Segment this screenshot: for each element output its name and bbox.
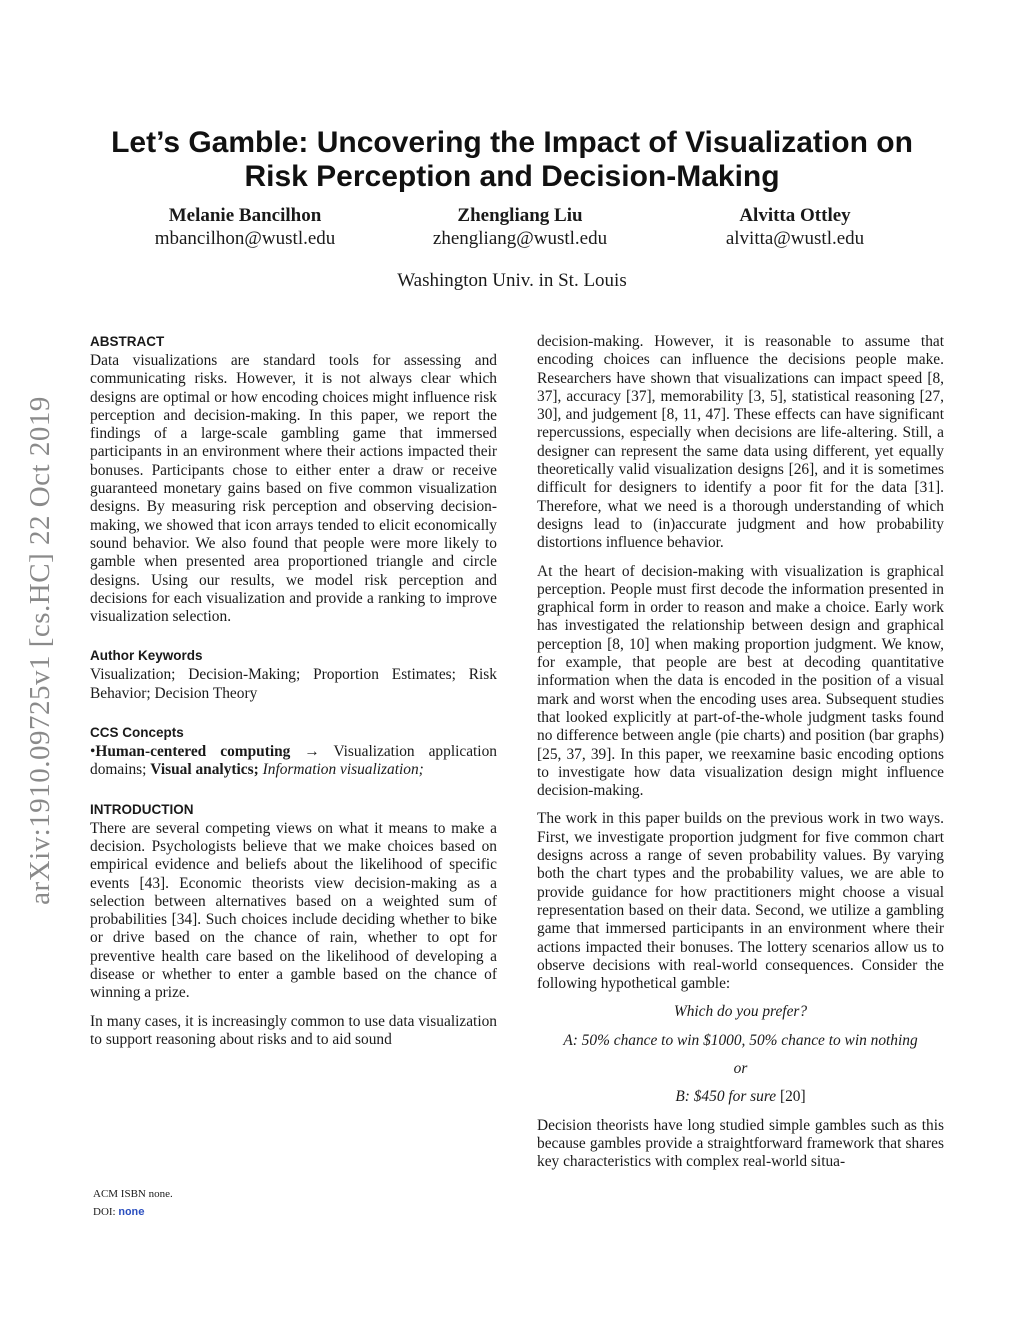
introduction-paragraph-1: There are several competing views on what it means to make a decision. Psychologists believe that we make choices based on empirical evidence and beliefs about the likelihood of specific events [43]. Economic theorists view decision-making as a selection between alternatives based on a weighted sum of probabilities [34]. Such choices include deciding whether to bike or drive based on the chance of rain, whether to opt for preventive health care based on the likelihood of developing a disease or whether to enter a gamble based on the chance of winning a prize. — [90, 819, 497, 1002]
body-paragraph-1: decision-making. However, it is reasonable to assume that encoding choices can influence the decisions people make. Researchers have shown that visualizations can impact speed [8, 37], accuracy [37], memorability [3, 5], statistical reasoning [27, 30], and judgement [8, 11, 47]. These effects can have significant repercussions, especially when decisions are life-altering. Still, a designer can represent the same data using different, yet equally theoretically valid visualization designs [26], and it is sometimes difficult for designers to identify a poor fit for the data [31]. Therefore, what we need is a thorough understanding of which designs lead to (in)accurate judgment and how probability distortions influence behavior. — [537, 333, 944, 552]
doi-label: DOI: — [93, 1206, 116, 1218]
doi-note — [93, 1203, 173, 1222]
introduction-heading: INTRODUCTION — [90, 801, 194, 817]
paper-title-line-2: Risk Perception and Decision-Making — [244, 160, 780, 193]
author-name: Zhengliang Liu — [457, 205, 583, 226]
gamble-citation: [20] — [779, 1088, 806, 1106]
body-paragraph-3: The work in this paper builds on the previous work in two ways. First, we investigate proportion judgment for five common chart designs across a range of seven probability values. By varying both the chart types and the probability values, we are able to provide guidance for how practitioners might choose a visual representation based on their data. Second, we utilize a gambling game that immersed participants in an environment where their actions impacted their bonuses. The lottery scenarios allow us to observe decisions with real-world consequences. Consider the following hypothetical gamble: — [537, 810, 944, 993]
author-name: Alvitta Ottley — [739, 205, 851, 226]
right-column — [537, 333, 944, 1181]
author-1 — [95, 205, 395, 251]
keywords-text: Visualization; Decision-Making; Proportion Estimates; Risk Behavior; Decision Theory — [90, 666, 497, 702]
ccs-term-vis-app: Visualization application domains; — [90, 743, 497, 779]
body-paragraph-4: Decision theorists have long studied simple gambles such as this because gambles provide a straightforward framework that shares key characteristics with complex real-world situa- — [537, 1116, 944, 1171]
arxiv-identifier-text: arXiv:1910.09725v1 [cs.HC] 22 Oct 2019 — [23, 395, 56, 905]
gamble-option-a: A: 50% chance to win $1000, 50% chance to win nothing — [563, 1031, 918, 1049]
ccs-text — [90, 743, 497, 780]
gamble-or: or — [733, 1059, 748, 1077]
introduction-paragraph-2: In many cases, it is increasingly common to use data visualization to support reasoning about risks and to aid sound — [90, 1012, 497, 1048]
affiliation: Washington Univ. in St. Louis — [397, 270, 627, 291]
ccs-heading: CCS Concepts — [90, 725, 184, 741]
ccs-arrow: → — [304, 743, 320, 761]
paper-title — [90, 126, 934, 194]
author-2 — [370, 205, 670, 251]
gamble-question: Which do you prefer? — [673, 1003, 808, 1021]
author-email: mbancilhon@wustl.edu — [154, 228, 336, 249]
author-name: Melanie Bancilhon — [168, 205, 322, 226]
body-paragraph-2: At the heart of decision-making with visualization is graphical perception. People must first decode the information presented in graphical form in order to reason and make a choice. Early work has investigated the relationship between design and graphical perception [8, 10] when making proportion judgment. We know, for example, that people are best at decoding quantitative information when the data is encoded in the position of a visual mark and worst when the encoding uses area. Subsequent studies that looked explicitly at part-of-the-whole judgment tasks found no difference between angle (pie charts) and position (bar graphs) [25, 37, 39]. In this paper, we reexamine basic encoding options to investigate how data visualization design might influence decision-making. — [537, 562, 944, 800]
ccs-bullet: • — [90, 743, 96, 761]
abstract-text: Data visualizations are standard tools for assessing and communicating risks. However, it is not always clear which designs are optimal or how encoding choices might influence risk perception and decision-making. In this paper, we report the findings of a large-scale gambling game that immersed participants in an environment where their actions impacted their bonuses. Participants chose to either enter a draw or receive guaranteed monetary gains based on five common visualization designs. By measuring risk perception and observing decision-making, we showed that icon arrays tended to elicit economically sound behavior. We also found that people were more likely to gamble when presented area proportioned triangle and circle designs. Using our results, we model risk perception and decisions for each visualization and provide a ranking to improve visualization selection. — [90, 352, 497, 626]
paper-title-line-1: Let’s Gamble: Uncovering the Impact of Visualization on — [111, 126, 913, 159]
ccs-term-visual-analytics: Visual analytics; — [150, 761, 259, 779]
ccs-term-hcc: Human-centered computing — [95, 743, 291, 761]
author-email: zhengliang@wustl.edu — [432, 228, 608, 249]
doi-link[interactable]: none — [118, 1207, 145, 1219]
abstract-heading: ABSTRACT — [90, 334, 165, 349]
footer — [93, 1185, 173, 1222]
author-email: alvitta@wustl.edu — [725, 228, 865, 249]
left-column — [90, 333, 497, 1059]
isbn-note: ACM ISBN none. — [93, 1188, 173, 1200]
arxiv-identifier-stamp — [24, 355, 56, 945]
gamble-option-b — [537, 1088, 944, 1106]
author-3 — [645, 205, 945, 251]
ccs-term-info-vis: Information visualization; — [262, 761, 424, 779]
gamble-option-b-text: B: $450 for sure — [675, 1088, 777, 1106]
keywords-heading: Author Keywords — [90, 648, 203, 664]
